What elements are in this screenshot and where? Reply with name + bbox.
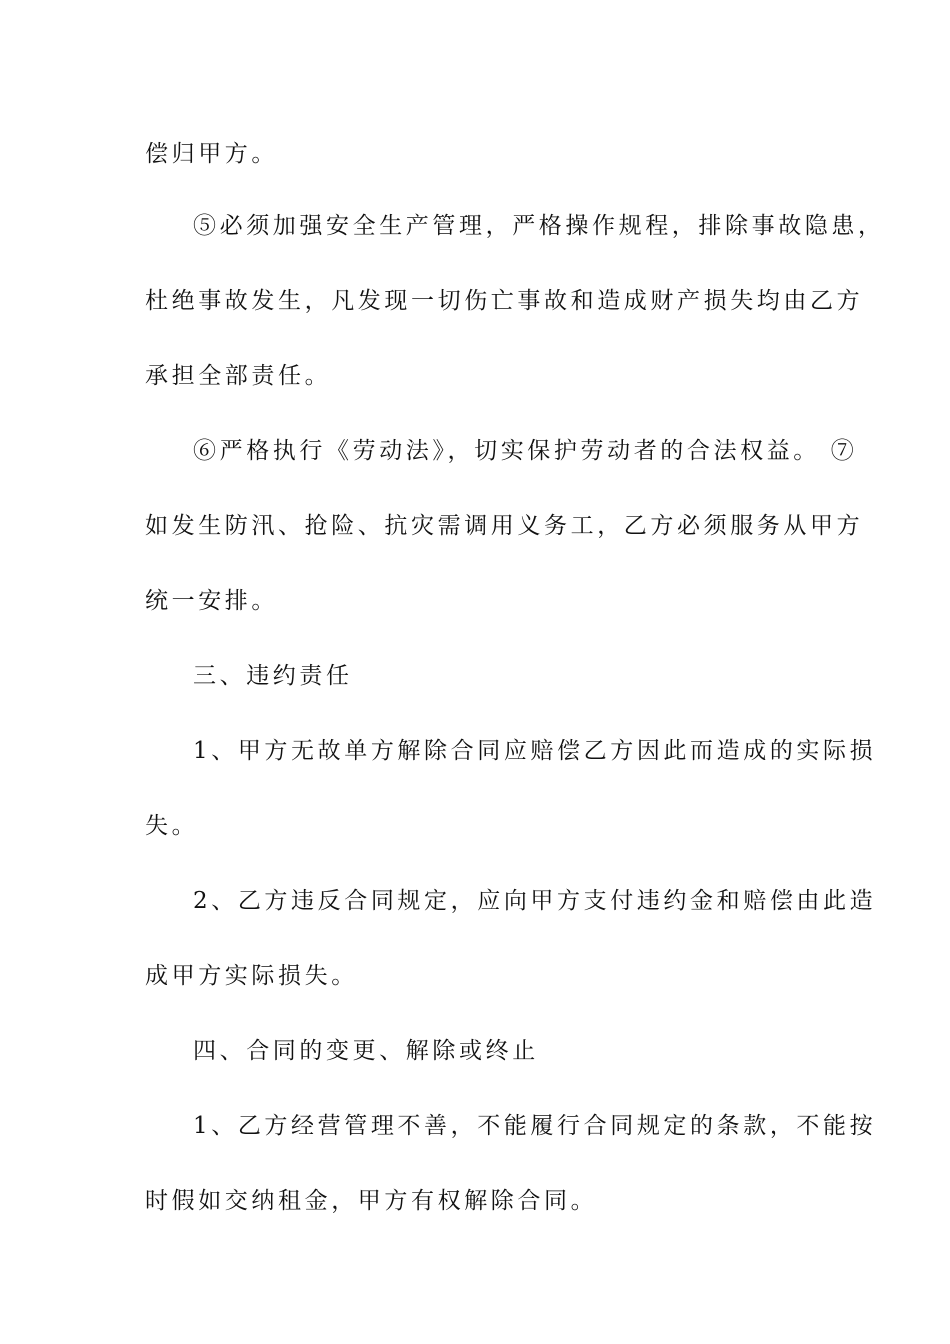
text-line: 2、乙方违反合同规定，应向甲方支付违约金和赔偿由此造 [193,888,877,914]
text-line: 1、乙方经营管理不善，不能履行合同规定的条款，不能按 [193,1113,877,1139]
text-line: 杜绝事故发生，凡发现一切伤亡事故和造成财产损失均由乙方 [145,288,864,314]
text-line: 承担全部责任。 [145,363,332,389]
text-line: ⑥严格执行《劳动法》，切实保护劳动者的合法权益。 ⑦ [193,438,858,464]
text-line: 成甲方实际损失。 [145,963,358,989]
text-line: 偿归甲方。 [145,141,278,167]
text-line: 1、甲方无故单方解除合同应赔偿乙方因此而造成的实际损 [193,738,877,764]
text-line: 失。 [145,813,199,839]
section-heading: 四、合同的变更、解除或终止 [193,1038,539,1064]
text-line: 统一安排。 [145,588,278,614]
text-line: ⑤必须加强安全生产管理，严格操作规程，排除事故隐患， [193,213,885,239]
text-line: 如发生防汛、抢险、抗灾需调用义务工，乙方必须服务从甲方 [145,513,864,539]
section-heading: 三、违约责任 [193,663,353,689]
text-line: 时假如交纳租金，甲方有权解除合同。 [145,1188,598,1214]
